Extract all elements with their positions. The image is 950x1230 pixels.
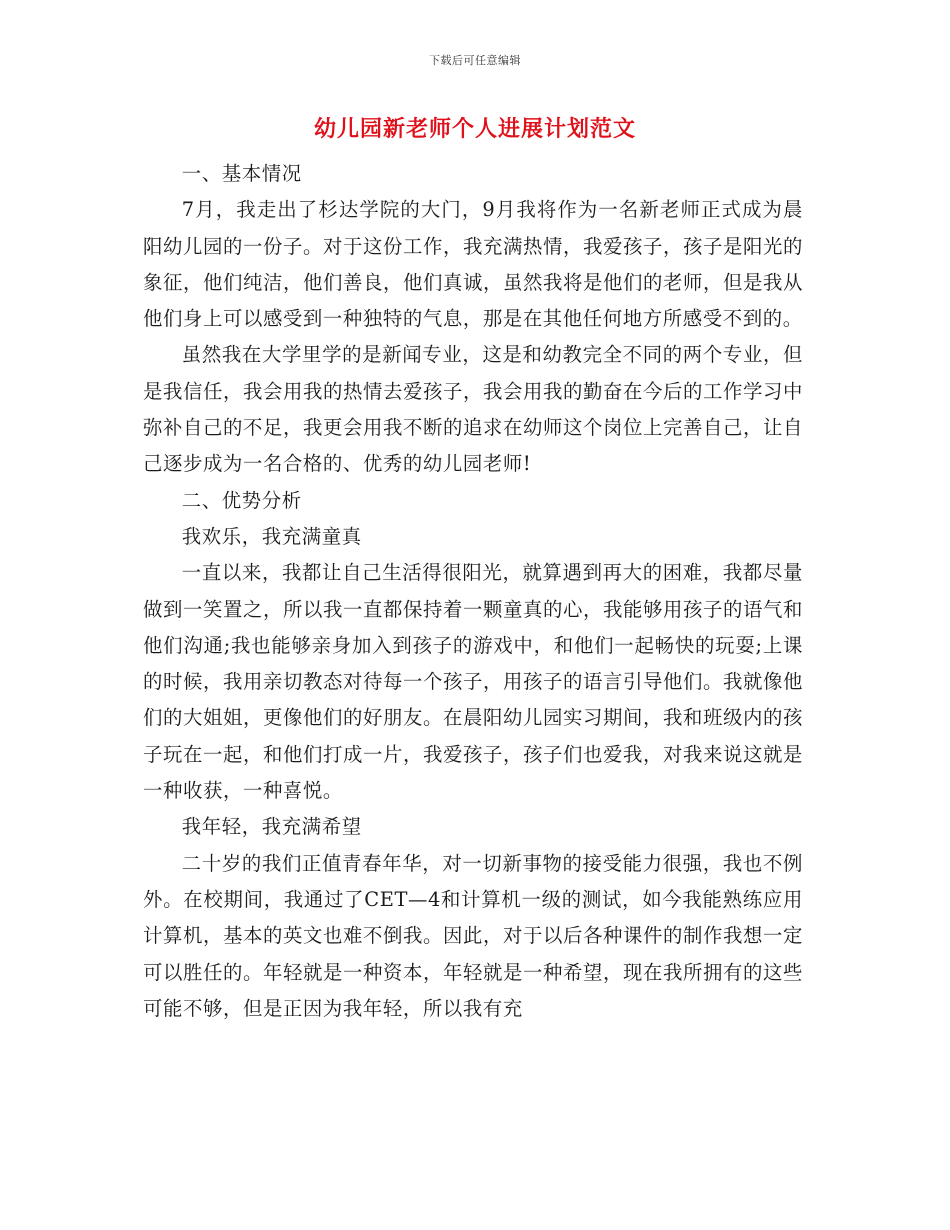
paragraph: 7月，我走出了杉达学院的大门，9月我将作为一名新老师正式成为晨阳幼儿园的一份子。对于这份工作，我充满热情，我爱孩子，孩子是阳光的象征，他们纯洁，他们善良，他们真诚，虽然我将是他们的老师，但是我从他们身上可以感受到一种独特的气息，那是在其他任何地方所感受不到的。 bbox=[143, 198, 803, 331]
paragraph: 二十岁的我们正值青春年华，对一切新事物的接受能力很强，我也不例外。在校期间，我通过了CET—4和计算机一级的测试，如今我能熟练应用计算机，基本的英文也难不倒我。因此，对于以后各种课件的制作我想一定可以胜任的。年轻就是一种资本，年轻就是一种希望，现在我所拥有的这些可能不够，但是正因为我年轻，所以我有充 bbox=[143, 851, 803, 1020]
document-body bbox=[143, 156, 803, 1027]
header-note: 下载后可任意编辑 bbox=[429, 54, 521, 67]
document-title: 幼儿园新老师个人进展计划范文 bbox=[313, 116, 636, 142]
paragraph: 一直以来，我都让自己生活得很阳光，就算遇到再大的困难，我都尽量做到一笑置之，所以我一直都保持着一颗童真的心，我能够用孩子的语气和他们沟通;我也能够亲身加入到孩子的游戏中，和他们一起畅快的玩耍;上课的时候，我用亲切教态对待每一个孩子，用孩子的语言引导他们。我就像他们的大姐姐，更像他们的好朋友。在晨阳幼儿园实习期间，我和班级内的孩子玩在一起，和他们打成一片，我爱孩子，孩子们也爱我，对我来说这就是一种收获，一种喜悦。 bbox=[143, 561, 803, 803]
section-heading-basic-situation: 一、基本情况 bbox=[181, 162, 302, 185]
subheading: 我年轻，我充满希望 bbox=[181, 815, 362, 839]
section-heading-advantage-analysis: 二、优势分析 bbox=[181, 488, 302, 512]
paragraph: 虽然我在大学里学的是新闻专业，这是和幼教完全不同的两个专业，但是我信任，我会用我的热情去爱孩子，我会用我的勤奋在今后的工作学习中弥补自己的不足，我更会用我不断的追求在幼师这个岗位上完善自己，让自己逐步成为一名合格的、优秀的幼儿园老师! bbox=[143, 343, 803, 476]
subheading: 我欢乐，我充满童真 bbox=[181, 524, 362, 548]
